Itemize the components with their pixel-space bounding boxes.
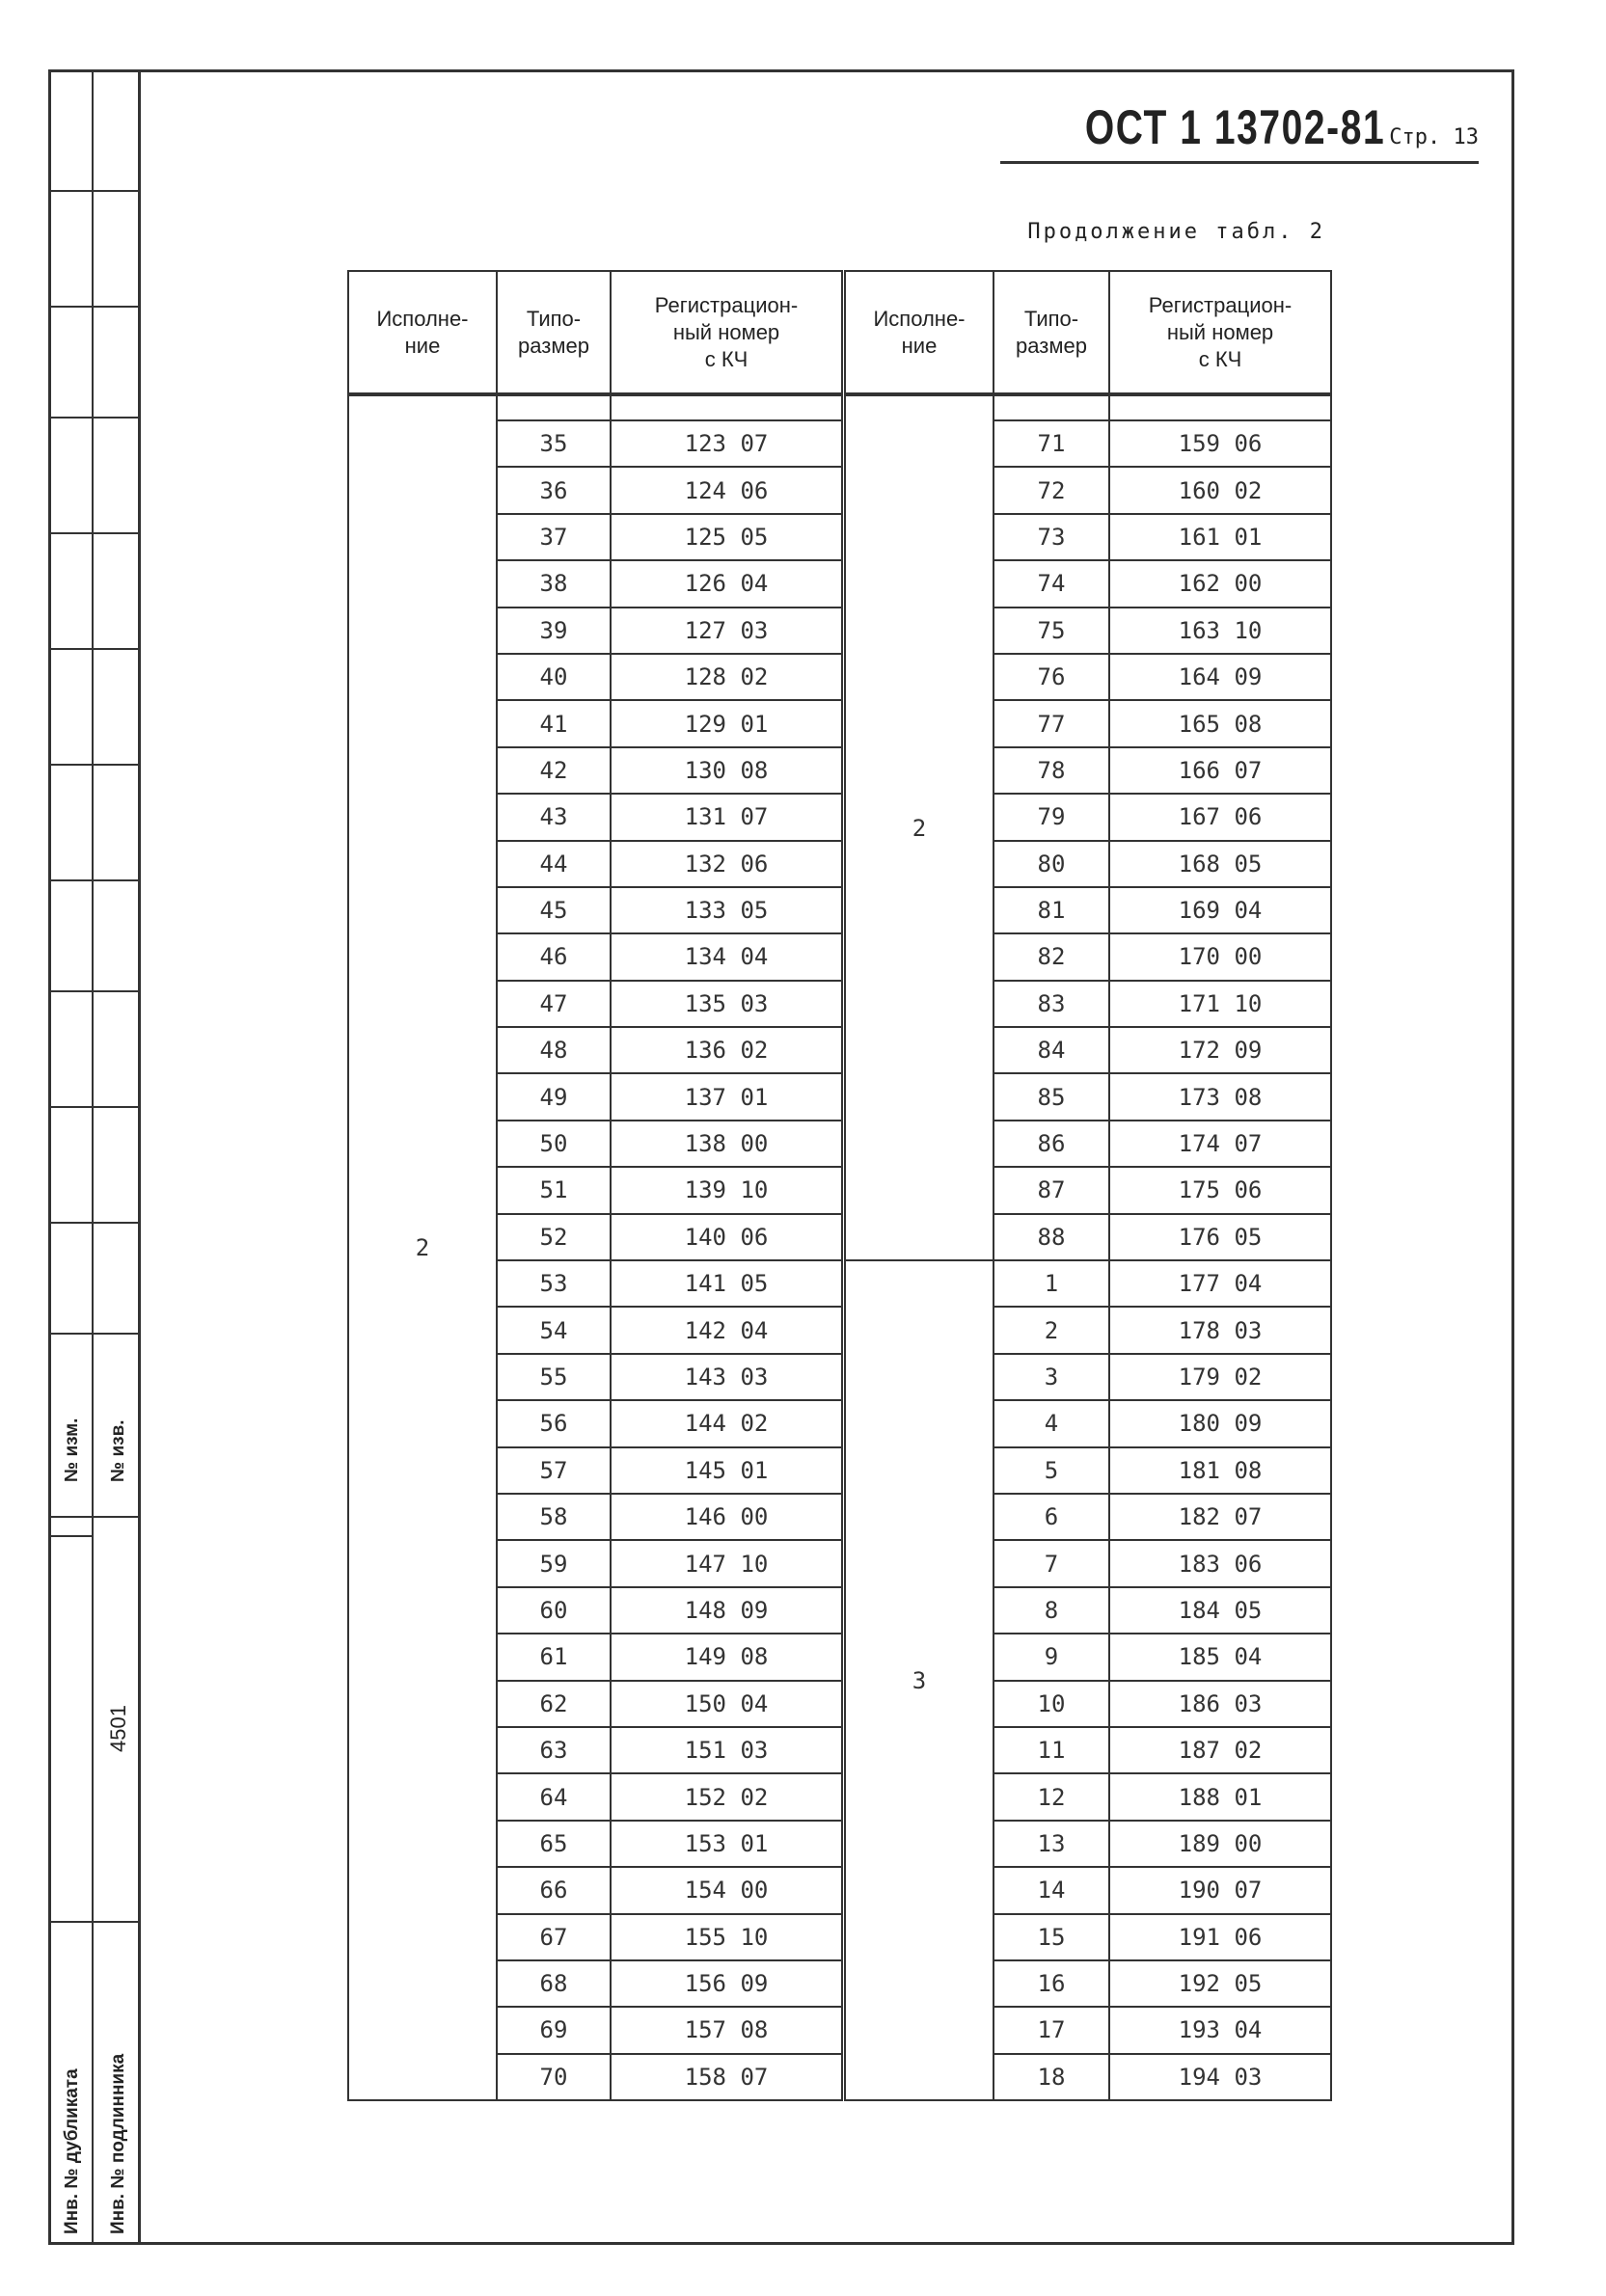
reg-number-cell: 148 09 (611, 1587, 844, 1634)
reg-number-cell: 151 03 (611, 1727, 844, 1773)
size-cell: 78 (994, 747, 1109, 794)
size-cell: 14 (994, 1867, 1109, 1913)
execution-cell: 2 (844, 394, 994, 1260)
reg-number-cell: 189 00 (1109, 1821, 1331, 1867)
execution-cell: 3 (844, 1260, 994, 2100)
size-cell: 37 (497, 514, 611, 560)
size-cell: 46 (497, 933, 611, 980)
size-cell: 53 (497, 1260, 611, 1307)
size-cell: 52 (497, 1214, 611, 1260)
reg-number-cell: 185 04 (1109, 1634, 1331, 1680)
size-cell: 82 (994, 933, 1109, 980)
side-stamp-strip (48, 69, 141, 2245)
change-no-label: № изм. (62, 1418, 82, 1482)
reg-number-cell: 126 04 (611, 560, 844, 607)
reg-number-cell: 141 05 (611, 1260, 844, 1307)
column-header-size: Типо- размер (994, 271, 1109, 394)
column-header-reg: Регистрацион- ный номер с КЧ (1109, 271, 1331, 394)
reg-number-cell: 131 07 (611, 794, 844, 840)
size-cell: 56 (497, 1400, 611, 1446)
reg-number-cell: 178 03 (1109, 1307, 1331, 1353)
size-cell: 73 (994, 514, 1109, 560)
size-cell: 51 (497, 1167, 611, 1213)
size-cell: 79 (994, 794, 1109, 840)
size-cell: 42 (497, 747, 611, 794)
original-inventory-label: Инв. № подлинника (108, 2053, 128, 2234)
reg-number-cell: 167 06 (1109, 794, 1331, 840)
size-cell: 57 (497, 1447, 611, 1494)
reg-number-cell: 191 06 (1109, 1914, 1331, 1960)
size-cell: 55 (497, 1354, 611, 1400)
reg-number-cell: 159 06 (1109, 420, 1331, 467)
size-cell: 15 (994, 1914, 1109, 1960)
original-number: 4501 (106, 1705, 130, 1752)
reg-number-cell: 156 09 (611, 1960, 844, 2007)
size-cell: 40 (497, 654, 611, 700)
size-cell: 69 (497, 2007, 611, 2053)
reg-number-cell: 132 06 (611, 841, 844, 887)
size-cell: 64 (497, 1773, 611, 1820)
size-cell: 86 (994, 1121, 1109, 1167)
size-cell: 63 (497, 1727, 611, 1773)
size-cell: 58 (497, 1494, 611, 1540)
size-cell: 9 (994, 1634, 1109, 1680)
document-header (1000, 99, 1479, 164)
size-cell: 12 (994, 1773, 1109, 1820)
size-cell: 38 (497, 560, 611, 607)
size-cell: 17 (994, 2007, 1109, 2053)
size-cell: 66 (497, 1867, 611, 1913)
reg-number-cell: 170 00 (1109, 933, 1331, 980)
reg-number-cell: 146 00 (611, 1494, 844, 1540)
reg-number-cell: 135 03 (611, 981, 844, 1027)
reg-number-cell: 145 01 (611, 1447, 844, 1494)
size-cell: 1 (994, 1260, 1109, 1307)
reg-number-cell: 190 07 (1109, 1867, 1331, 1913)
reg-number-cell: 187 02 (1109, 1727, 1331, 1773)
reg-number-cell: 194 03 (1109, 2054, 1331, 2100)
reg-number-cell: 164 09 (1109, 654, 1331, 700)
reg-number-cell: 127 03 (611, 608, 844, 654)
column-header-execution: Исполне- ние (844, 271, 994, 394)
reg-number-cell: 180 09 (1109, 1400, 1331, 1446)
size-cell: 43 (497, 794, 611, 840)
reg-number-cell: 154 00 (611, 1867, 844, 1913)
size-cell: 60 (497, 1587, 611, 1634)
column-header-reg: Регистрацион- ный номер с КЧ (611, 271, 844, 394)
size-cell: 45 (497, 887, 611, 933)
size-cell: 13 (994, 1821, 1109, 1867)
size-cell: 75 (994, 608, 1109, 654)
reg-number-cell: 176 05 (1109, 1214, 1331, 1260)
size-cell: 47 (497, 981, 611, 1027)
size-cell: 35 (497, 420, 611, 467)
reg-number-cell: 136 02 (611, 1027, 844, 1073)
size-cell: 59 (497, 1540, 611, 1586)
size-cell: 72 (994, 467, 1109, 513)
reg-number-cell: 169 04 (1109, 887, 1331, 933)
size-cell: 62 (497, 1681, 611, 1727)
size-cell: 16 (994, 1960, 1109, 2007)
reg-number-cell: 172 09 (1109, 1027, 1331, 1073)
size-cell: 81 (994, 887, 1109, 933)
reg-number-cell: 142 04 (611, 1307, 844, 1353)
registration-table (347, 270, 1332, 2101)
size-cell: 7 (994, 1540, 1109, 1586)
reg-number-cell: 181 08 (1109, 1447, 1331, 1494)
size-cell: 11 (994, 1727, 1109, 1773)
size-cell: 49 (497, 1073, 611, 1120)
reg-number-cell: 130 08 (611, 747, 844, 794)
size-cell: 41 (497, 700, 611, 746)
size-cell: 3 (994, 1354, 1109, 1400)
reg-number-cell: 139 10 (611, 1167, 844, 1213)
reg-number-cell: 153 01 (611, 1821, 844, 1867)
reg-number-cell: 168 05 (1109, 841, 1331, 887)
size-cell: 84 (994, 1027, 1109, 1073)
reg-number-cell: 125 05 (611, 514, 844, 560)
size-cell: 85 (994, 1073, 1109, 1120)
reg-number-cell: 140 06 (611, 1214, 844, 1260)
size-cell: 54 (497, 1307, 611, 1353)
size-cell: 70 (497, 2054, 611, 2100)
reg-number-cell: 179 02 (1109, 1354, 1331, 1400)
size-cell: 80 (994, 841, 1109, 887)
size-cell: 36 (497, 467, 611, 513)
size-cell: 61 (497, 1634, 611, 1680)
size-cell: 10 (994, 1681, 1109, 1727)
reg-number-cell: 161 01 (1109, 514, 1331, 560)
reg-number-cell: 162 00 (1109, 560, 1331, 607)
reg-number-cell: 182 07 (1109, 1494, 1331, 1540)
reg-number-cell: 144 02 (611, 1400, 844, 1446)
reg-number-cell: 173 08 (1109, 1073, 1331, 1120)
reg-number-cell: 163 10 (1109, 608, 1331, 654)
size-cell: 44 (497, 841, 611, 887)
notice-no-label: № изв. (108, 1419, 128, 1482)
reg-number-cell: 152 02 (611, 1773, 844, 1820)
size-cell: 6 (994, 1494, 1109, 1540)
reg-number-cell: 155 10 (611, 1914, 844, 1960)
reg-number-cell: 166 07 (1109, 747, 1331, 794)
reg-number-cell: 133 05 (611, 887, 844, 933)
execution-cell: 2 (348, 394, 497, 2100)
size-cell: 48 (497, 1027, 611, 1073)
size-cell: 83 (994, 981, 1109, 1027)
reg-number-cell: 165 08 (1109, 700, 1331, 746)
column-header-execution: Исполне- ние (348, 271, 497, 394)
size-cell: 5 (994, 1447, 1109, 1494)
reg-number-cell: 150 04 (611, 1681, 844, 1727)
document-code: ОСТ 1 13702-81 (1084, 100, 1386, 154)
reg-number-cell: 188 01 (1109, 1773, 1331, 1820)
reg-number-cell: 129 01 (611, 700, 844, 746)
size-cell: 87 (994, 1167, 1109, 1213)
size-cell: 67 (497, 1914, 611, 1960)
size-cell: 8 (994, 1587, 1109, 1634)
reg-number-cell: 124 06 (611, 467, 844, 513)
reg-number-cell: 184 05 (1109, 1587, 1331, 1634)
size-cell: 18 (994, 2054, 1109, 2100)
size-cell: 71 (994, 420, 1109, 467)
reg-number-cell: 157 08 (611, 2007, 844, 2053)
reg-number-cell: 175 06 (1109, 1167, 1331, 1213)
reg-number-cell: 149 08 (611, 1634, 844, 1680)
size-cell: 4 (994, 1400, 1109, 1446)
reg-number-cell: 123 07 (611, 420, 844, 467)
reg-number-cell: 171 10 (1109, 981, 1331, 1027)
size-cell: 68 (497, 1960, 611, 2007)
reg-number-cell: 193 04 (1109, 2007, 1331, 2053)
table-caption: Продолжение табл. 2 (1027, 220, 1325, 244)
size-cell: 65 (497, 1821, 611, 1867)
size-cell: 77 (994, 700, 1109, 746)
reg-number-cell: 138 00 (611, 1121, 844, 1167)
reg-number-cell: 160 02 (1109, 467, 1331, 513)
reg-number-cell: 192 05 (1109, 1960, 1331, 2007)
reg-number-cell: 137 01 (611, 1073, 844, 1120)
size-cell: 76 (994, 654, 1109, 700)
table-header-row (348, 271, 1331, 394)
size-cell: 74 (994, 560, 1109, 607)
reg-number-cell: 177 04 (1109, 1260, 1331, 1307)
size-cell: 2 (994, 1307, 1109, 1353)
column-header-size: Типо- размер (497, 271, 611, 394)
reg-number-cell: 128 02 (611, 654, 844, 700)
reg-number-cell: 183 06 (1109, 1540, 1331, 1586)
reg-number-cell: 143 03 (611, 1354, 844, 1400)
reg-number-cell: 186 03 (1109, 1681, 1331, 1727)
size-cell: 39 (497, 608, 611, 654)
duplicate-inventory-label: Инв. № дубликата (62, 2068, 82, 2234)
reg-number-cell: 147 10 (611, 1540, 844, 1586)
page-number: Стр. 13 (1389, 125, 1479, 149)
size-cell: 50 (497, 1121, 611, 1167)
reg-number-cell: 158 07 (611, 2054, 844, 2100)
size-cell: 88 (994, 1214, 1109, 1260)
reg-number-cell: 134 04 (611, 933, 844, 980)
reg-number-cell: 174 07 (1109, 1121, 1331, 1167)
